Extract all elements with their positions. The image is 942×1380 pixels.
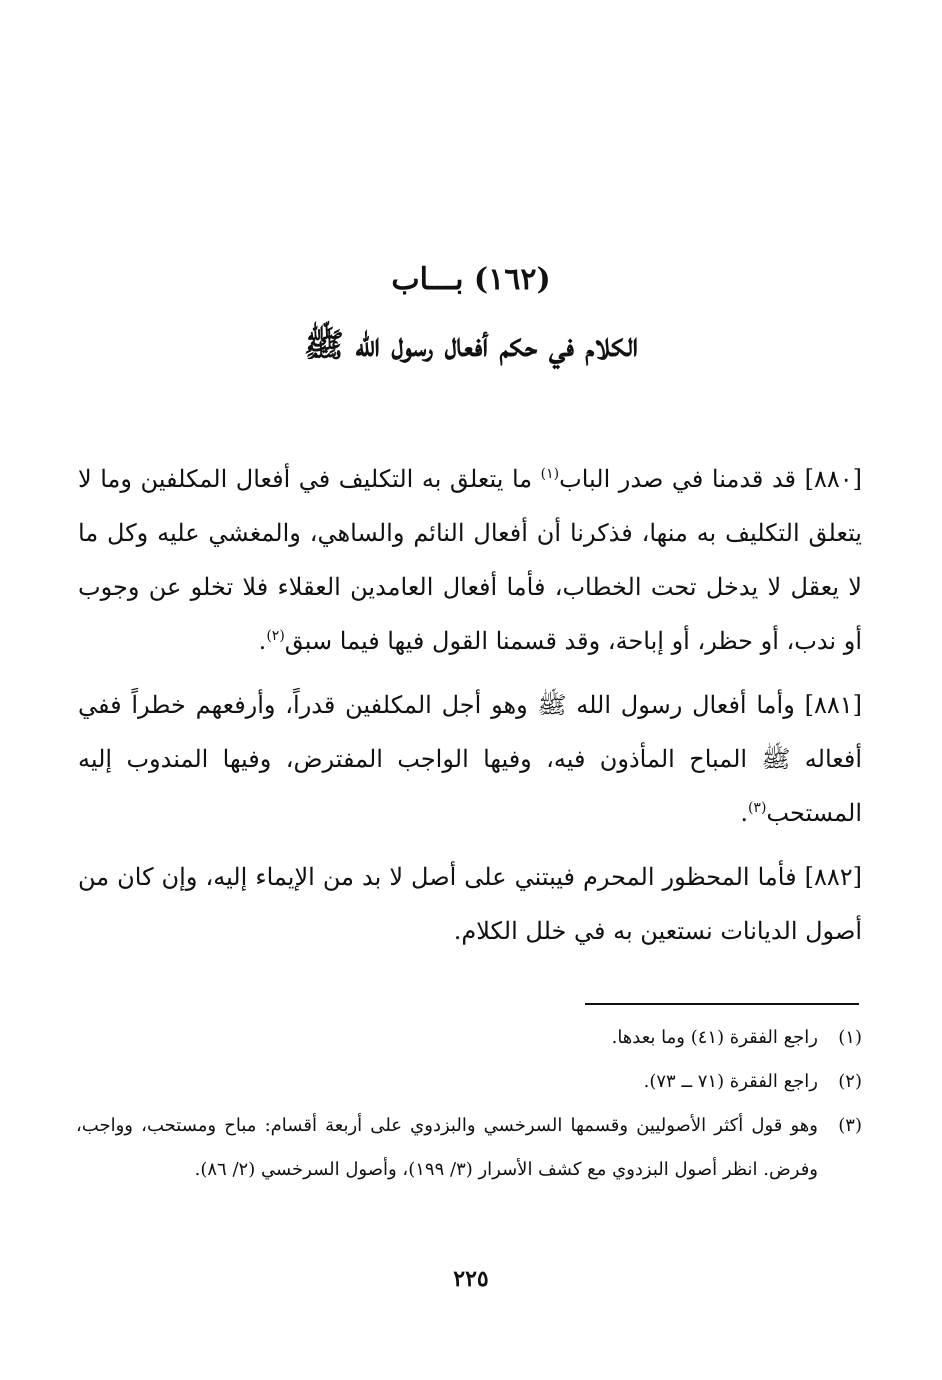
paragraph-number: [٨٨٠]	[804, 465, 862, 493]
body-text	[78, 452, 862, 968]
paragraph-882	[78, 850, 862, 958]
paragraph-881	[78, 678, 862, 840]
paragraph-880	[78, 452, 862, 668]
paragraph-number: [٨٨٢]	[804, 863, 862, 891]
chapter-title: الكلام في حكم أفعال رسول الله ﷺ	[303, 325, 639, 364]
footnote-text: راجع الفقرة (٧١ ــ ٧٣).	[643, 1071, 818, 1092]
footnote-1	[76, 1016, 862, 1060]
footnote-2	[76, 1060, 862, 1104]
footnote-number: (٢)	[838, 1071, 862, 1092]
page-number: ٢٢٥	[453, 1266, 489, 1292]
footnote-divider	[585, 1003, 859, 1005]
footnote-text: وهو قول أكثر الأصوليين وقسمها السرخسي والبزدوي على أربعة أقسام: مباح ومستحب، وواجب، وفرض. انظر أصول البزدوي مع كشف الأسرار (٣/ ١٩٩)، وأصول السرخسي (٢/ ٨٦).	[76, 1115, 818, 1180]
footnote-text: راجع الفقرة (٤١) وما بعدها.	[611, 1027, 818, 1048]
paragraph-text: وأما أفعال رسول الله ﷺ وهو أجل المكلفين قدراً، وأرفعهم خطراً ففي أفعاله ﷺ المباح المأذون فيه، وفيها الواجب المفترض، وفيها المندوب إليه المستحب	[78, 691, 862, 827]
footnote-ref[interactable]: (٣)	[747, 800, 767, 816]
footnote-number: (١)	[838, 1027, 862, 1048]
paragraph-text: .	[258, 627, 267, 655]
chapter-number: (١٦٢) بـــاب	[391, 262, 551, 297]
footnote-ref[interactable]: (٢)	[266, 628, 285, 644]
footnotes	[76, 1016, 862, 1192]
paragraph-text: فأما المحظور المحرم فيبتني على أصل لا بد من الإيماء إليه، وإن كان من أصول الديانات نستعين به في خلل الكلام.	[78, 863, 862, 945]
paragraph-text: قد قدمنا في صدر الباب	[559, 465, 797, 493]
footnote-number: (٣)	[838, 1115, 862, 1136]
paragraph-text: .	[740, 799, 748, 827]
footnote-ref[interactable]: (١)	[540, 466, 560, 482]
paragraph-text: ما يتعلق به التكليف في أفعال المكلفين وما لا يتعلق التكليف به منها، فذكرنا أن أفعال النائم والساهي، والمغشي عليه وكل ما لا يعقل لا يدخل تحت الخطاب، فأما أفعال العامدين العقلاء فلا تخلو عن وجوب أو ندب، أو حظر، أو إباحة، وقد قسمنا القول فيها فيما سبق	[78, 465, 862, 655]
footnote-3	[76, 1104, 862, 1192]
paragraph-number: [٨٨١]	[804, 691, 862, 719]
